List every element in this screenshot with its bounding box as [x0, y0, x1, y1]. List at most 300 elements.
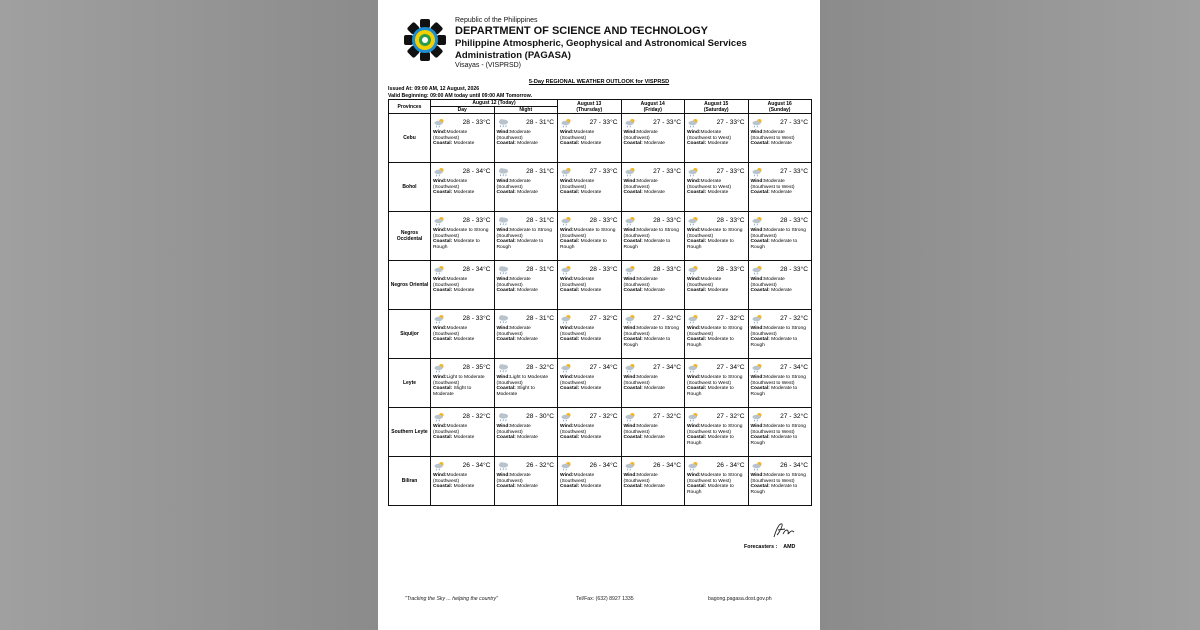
coastal-label: Coastal: [560, 239, 580, 245]
forecast-cell [748, 261, 812, 310]
coastal-info [558, 484, 621, 490]
coastal-info [558, 190, 621, 196]
wind-info [558, 473, 621, 484]
sun-cloud-rain-icon [561, 118, 572, 128]
wind-value: Light to Moderate (Southwest) [496, 375, 549, 386]
province-name: Cebu [389, 114, 431, 163]
coastal-label: Coastal: [496, 484, 516, 490]
wind-label: Wind: [496, 130, 511, 135]
coastal-info [749, 141, 812, 147]
coastal-info [431, 239, 494, 250]
wind-label: Wind: [623, 130, 638, 135]
sun-cloud-rain-icon [625, 265, 636, 275]
coastal-info [685, 337, 748, 348]
wind-label: Wind: [560, 375, 574, 380]
coastal-info [431, 190, 494, 196]
coastal-value: Moderate to Rough [623, 239, 671, 250]
wind-label: Wind: [560, 424, 574, 429]
forecast-table [388, 99, 812, 506]
forecast-cell [494, 457, 558, 506]
wind-label: Wind: [560, 473, 574, 478]
coastal-label: Coastal: [433, 484, 453, 490]
wind-value: Moderate (Southwest) [496, 130, 531, 141]
sun-cloud-rain-icon [752, 167, 763, 177]
coastal-info [622, 190, 685, 196]
wind-value: Moderate (Southwest) [496, 277, 531, 288]
forecast-cell [431, 212, 495, 261]
sun-cloud-rain-icon [625, 314, 636, 324]
temperature-range: 26 - 34°C [653, 462, 681, 469]
footer-telfax: Tel/Fax: (632) 8927 1335 [576, 596, 634, 602]
coastal-label: Coastal: [687, 337, 707, 343]
forecast-body [389, 114, 812, 506]
wind-label: Wind: [433, 228, 447, 233]
forecast-cell [431, 457, 495, 506]
coastal-label: Coastal: [687, 239, 707, 245]
wind-info [558, 179, 621, 190]
wind-label: Wind: [560, 326, 574, 331]
wind-value: Moderate (Southwest) [560, 277, 595, 288]
forecast-cell [621, 457, 685, 506]
coastal-info [431, 141, 494, 147]
forecast-cell [558, 359, 622, 408]
forecast-cell [685, 212, 749, 261]
coastal-value: Moderate to Rough [623, 337, 671, 348]
wind-label: Wind: [496, 473, 511, 478]
wind-value: Moderate (Southwest) [623, 424, 658, 435]
wind-info [749, 130, 812, 141]
wind-label: Wind: [623, 228, 638, 233]
coastal-label: Coastal: [560, 190, 580, 196]
coastal-info [685, 386, 748, 397]
wind-value: Moderate (Southwest) [433, 326, 468, 337]
temperature-range: 27 - 34°C [653, 364, 681, 371]
forecast-cell [558, 457, 622, 506]
table-row [389, 261, 812, 310]
temperature-range: 28 - 34°C [462, 266, 491, 273]
temperature-range: 28 - 32°C [462, 413, 491, 420]
coastal-label: Coastal: [623, 141, 643, 147]
wind-info [558, 424, 621, 435]
wind-label: Wind: [433, 375, 447, 380]
wind-value: Moderate (Southwest) [623, 375, 658, 386]
wind-info [685, 179, 748, 190]
coastal-info [622, 386, 685, 392]
coastal-label: Coastal: [750, 239, 770, 245]
wind-info [685, 277, 748, 288]
sun-cloud-rain-icon [625, 167, 636, 177]
footer-tagline: "Tracking the Sky ... helping the country" [405, 596, 498, 602]
forecast-cell [494, 310, 558, 359]
sun-cloud-rain-icon [688, 118, 699, 128]
coastal-info [685, 239, 748, 250]
coastal-label: Coastal: [750, 190, 770, 196]
coastal-info [495, 239, 558, 250]
forecast-cell [494, 261, 558, 310]
forecast-cell [431, 114, 495, 163]
wind-info [749, 473, 812, 484]
forecast-cell [431, 359, 495, 408]
forecast-cell [748, 163, 812, 212]
sun-cloud-rain-icon [752, 412, 763, 422]
wind-info [558, 130, 621, 141]
wind-label: Wind: [560, 277, 574, 282]
forecast-cell [748, 408, 812, 457]
issue-info [388, 86, 532, 99]
forecast-cell [558, 261, 622, 310]
coastal-label: Coastal: [496, 288, 516, 294]
sun-cloud-rain-icon [688, 167, 699, 177]
wind-label: Wind: [433, 277, 447, 282]
wind-value: Moderate to Strong (Southwest) [687, 228, 743, 239]
coastal-label: Coastal: [433, 190, 453, 196]
document-page [378, 0, 820, 630]
coastal-info [431, 386, 494, 397]
cloud-rain-icon [498, 412, 509, 422]
coastal-info [622, 337, 685, 348]
coastal-info [431, 337, 494, 343]
temperature-range: 27 - 32°C [653, 413, 681, 420]
coastal-info [495, 435, 558, 441]
sun-cloud-rain-icon [434, 461, 445, 471]
coastal-label: Coastal: [687, 484, 707, 490]
temperature-range: 27 - 32°C [653, 315, 681, 322]
wind-label: Wind: [623, 424, 638, 429]
temperature-range: 27 - 33°C [780, 119, 808, 126]
table-row [389, 212, 812, 261]
temperature-range: 28 - 31°C [526, 266, 554, 273]
coastal-value: Moderate [707, 141, 729, 147]
wind-label: Wind: [750, 473, 765, 478]
temperature-range: 28 - 33°C [716, 217, 745, 224]
sun-cloud-rain-icon [625, 118, 636, 128]
temperature-range: 26 - 34°C [780, 462, 808, 469]
coastal-value: Moderate [707, 190, 729, 196]
province-name: Leyte [389, 359, 431, 408]
coastal-value: Moderate to Rough [687, 386, 734, 397]
wind-value: Moderate (Southwest) [433, 473, 468, 484]
wind-info [622, 424, 685, 435]
coastal-info [431, 288, 494, 294]
coastal-info [685, 141, 748, 147]
temperature-range: 28 - 33°C [462, 315, 491, 322]
temperature-range: 28 - 33°C [780, 217, 808, 224]
region-label: Visayas - (VISPRSD) [455, 62, 521, 69]
cloud-rain-icon [498, 461, 509, 471]
temperature-range: 28 - 33°C [462, 217, 491, 224]
wind-value: Moderate (Southwest) [623, 473, 658, 484]
wind-value: Moderate (Southwest) [433, 130, 468, 141]
coastal-info [622, 484, 685, 490]
wind-info [431, 473, 494, 484]
wind-label: Wind: [623, 179, 638, 184]
coastal-value: Moderate [771, 141, 792, 147]
sun-cloud-rain-icon [561, 314, 572, 324]
coastal-value: Moderate [580, 435, 602, 441]
wind-info [749, 277, 812, 288]
coastal-value: Moderate [644, 435, 665, 441]
cloud-rain-icon [498, 118, 509, 128]
coastal-value: Moderate to Rough [750, 386, 798, 397]
temperature-range: 27 - 34°C [780, 364, 808, 371]
cloud-rain-icon [498, 167, 509, 177]
wind-value: Moderate to Strong (Southwest) [433, 228, 489, 239]
wind-label: Wind: [496, 375, 511, 380]
wind-label: Wind: [560, 228, 574, 233]
wind-label: Wind: [560, 179, 574, 184]
sun-cloud-rain-icon [688, 314, 699, 324]
wind-info [431, 277, 494, 288]
wind-label: Wind: [496, 228, 511, 233]
forecaster-signature [771, 521, 797, 541]
sun-cloud-rain-icon [625, 216, 636, 226]
coastal-value: Moderate to Rough [687, 484, 734, 495]
coastal-value: Moderate [644, 141, 665, 147]
sun-cloud-rain-icon [688, 216, 699, 226]
coastal-label: Coastal: [433, 141, 453, 147]
forecast-cell [558, 114, 622, 163]
wind-label: Wind: [433, 424, 447, 429]
coastal-info [558, 239, 621, 250]
temperature-range: 28 - 33°C [653, 217, 681, 224]
wind-label: Wind: [496, 179, 511, 184]
wind-label: Wind: [750, 179, 765, 184]
temperature-range: 28 - 33°C [780, 266, 808, 273]
wind-info [495, 179, 558, 190]
sun-cloud-rain-icon [434, 412, 445, 422]
coastal-info [685, 190, 748, 196]
sun-cloud-rain-icon [752, 265, 763, 275]
forecast-cell [685, 457, 749, 506]
coastal-label: Coastal: [750, 337, 770, 343]
wind-info [622, 179, 685, 190]
coastal-value: Moderate [580, 484, 602, 490]
coastal-label: Coastal: [496, 386, 516, 392]
temperature-range: 27 - 33°C [589, 119, 618, 126]
temperature-range: 28 - 31°C [526, 217, 554, 224]
wind-info [495, 473, 558, 484]
coastal-label: Coastal: [560, 435, 580, 441]
forecast-cell [431, 261, 495, 310]
coastal-info [749, 239, 812, 250]
coastal-info [558, 141, 621, 147]
forecast-cell [621, 212, 685, 261]
forecast-cell [431, 163, 495, 212]
wind-value: Moderate to Strong (Southwest) [560, 228, 616, 239]
wind-value: Moderate (Southwest) [623, 179, 658, 190]
wind-label: Wind: [687, 277, 701, 282]
forecast-cell [558, 163, 622, 212]
temperature-range: 28 - 33°C [589, 217, 618, 224]
coastal-label: Coastal: [623, 337, 643, 343]
forecasters-label: Forecasters : [744, 544, 778, 550]
day-header: August 15 (Saturday) [685, 100, 749, 114]
coastal-value: Moderate [453, 435, 475, 441]
temperature-range: 28 - 33°C [653, 266, 681, 273]
wind-label: Wind: [687, 473, 701, 478]
coastal-value: Moderate [580, 337, 602, 343]
temperature-range: 26 - 34°C [589, 462, 618, 469]
temperature-range: 28 - 33°C [589, 266, 618, 273]
coastal-info [749, 435, 812, 446]
wind-label: Wind: [750, 277, 765, 282]
coastal-value: Moderate [644, 484, 665, 490]
coastal-info [622, 288, 685, 294]
temperature-range: 27 - 33°C [653, 168, 681, 175]
wind-value: Moderate (Southwest) [687, 277, 722, 288]
sun-cloud-rain-icon [434, 363, 445, 373]
cloud-rain-icon [498, 314, 509, 324]
sun-cloud-rain-icon [434, 265, 445, 275]
temperature-range: 27 - 33°C [780, 168, 808, 175]
coastal-label: Coastal: [687, 435, 707, 441]
day-header: August 16 (Sunday) [748, 100, 812, 114]
wind-info [749, 179, 812, 190]
wind-info [558, 277, 621, 288]
pagasa-logo-icon [404, 19, 446, 61]
wind-info [749, 326, 812, 337]
sun-cloud-rain-icon [688, 412, 699, 422]
wind-value: Moderate (Southwest to West) [750, 179, 795, 190]
coastal-value: Moderate [707, 288, 729, 294]
coastal-info [558, 337, 621, 343]
wind-value: Moderate (Southwest) [560, 130, 595, 141]
wind-info [431, 326, 494, 337]
coastal-label: Coastal: [496, 435, 516, 441]
sun-cloud-rain-icon [561, 412, 572, 422]
wind-info [431, 424, 494, 435]
forecast-cell [685, 114, 749, 163]
wind-info [685, 375, 748, 386]
temperature-range: 27 - 33°C [716, 119, 745, 126]
coastal-label: Coastal: [560, 337, 580, 343]
forecast-cell [685, 359, 749, 408]
wind-value: Moderate (Southwest) [560, 424, 595, 435]
sun-cloud-rain-icon [688, 363, 699, 373]
forecast-cell [685, 310, 749, 359]
sun-cloud-rain-icon [561, 265, 572, 275]
coastal-label: Coastal: [496, 190, 516, 196]
wind-label: Wind: [496, 277, 511, 282]
temperature-range: 28 - 35°C [462, 364, 491, 371]
wind-label: Wind: [750, 130, 765, 135]
coastal-value: Moderate [517, 141, 538, 147]
forecast-cell [685, 163, 749, 212]
wind-info [749, 228, 812, 239]
coastal-label: Coastal: [433, 435, 453, 441]
coastal-label: Coastal: [687, 141, 707, 147]
forecast-cell [621, 261, 685, 310]
temperature-range: 27 - 34°C [589, 364, 618, 371]
temperature-range: 26 - 34°C [716, 462, 745, 469]
header-row-1 [389, 100, 812, 107]
wind-value: Moderate to Strong (Southwest to West) [750, 375, 806, 386]
coastal-label: Coastal: [750, 484, 770, 490]
table-row [389, 163, 812, 212]
sun-cloud-rain-icon [625, 412, 636, 422]
temperature-range: 27 - 32°C [589, 413, 618, 420]
coastal-label: Coastal: [496, 141, 516, 147]
sun-cloud-rain-icon [434, 167, 445, 177]
coastal-label: Coastal: [750, 288, 770, 294]
table-row [389, 408, 812, 457]
coastal-value: Moderate [453, 141, 475, 147]
wind-info [495, 375, 558, 386]
sun-cloud-rain-icon [752, 216, 763, 226]
wind-info [558, 228, 621, 239]
wind-value: Moderate (Southwest) [496, 473, 531, 484]
forecast-cell [494, 114, 558, 163]
wind-info [622, 277, 685, 288]
temperature-range: 28 - 31°C [526, 168, 554, 175]
wind-info [685, 473, 748, 484]
coastal-info [431, 435, 494, 441]
coastal-value: Moderate [517, 435, 538, 441]
province-name: Negros Occidental [389, 212, 431, 261]
wind-value: Moderate (Southwest) [750, 277, 785, 288]
forecast-cell [494, 408, 558, 457]
temperature-range: 27 - 32°C [716, 413, 745, 420]
temperature-range: 28 - 30°C [526, 413, 554, 420]
wind-info [495, 326, 558, 337]
coastal-info [495, 484, 558, 490]
forecast-cell [621, 114, 685, 163]
wind-label: Wind: [560, 130, 574, 135]
coastal-label: Coastal: [687, 190, 707, 196]
coastal-info [558, 435, 621, 441]
wind-label: Wind: [750, 228, 765, 233]
coastal-value: Moderate to Rough [750, 239, 798, 250]
forecast-cell [621, 310, 685, 359]
temperature-range: 28 - 32°C [526, 364, 554, 371]
wind-label: Wind: [687, 228, 701, 233]
coastal-value: Moderate [517, 288, 538, 294]
coastal-info [622, 141, 685, 147]
department-name: DEPARTMENT OF SCIENCE AND TECHNOLOGY [455, 25, 709, 37]
wind-info [685, 130, 748, 141]
coastal-label: Coastal: [623, 190, 643, 196]
forecasters-value: AMD [783, 544, 796, 550]
temperature-range: 26 - 32°C [526, 462, 554, 469]
coastal-info [685, 435, 748, 446]
wind-info [558, 326, 621, 337]
sun-cloud-rain-icon [752, 118, 763, 128]
temperature-range: 28 - 33°C [462, 119, 491, 126]
coastal-info [558, 288, 621, 294]
wind-value: Moderate (Southwest) [560, 326, 595, 337]
coastal-info [749, 386, 812, 397]
sun-cloud-rain-icon [752, 363, 763, 373]
wind-label: Wind: [433, 179, 447, 184]
sun-cloud-rain-icon [625, 461, 636, 471]
coastal-info [622, 239, 685, 250]
forecast-cell [748, 114, 812, 163]
sun-cloud-rain-icon [752, 314, 763, 324]
forecast-cell [748, 212, 812, 261]
wind-value: Moderate (Southwest to West) [687, 130, 731, 141]
coastal-label: Coastal: [623, 386, 643, 392]
wind-info [749, 375, 812, 386]
wind-label: Wind: [496, 326, 511, 331]
background-left [0, 0, 378, 630]
table-row [389, 114, 812, 163]
today-night-header: Night [494, 107, 558, 114]
coastal-info [495, 288, 558, 294]
coastal-label: Coastal: [433, 288, 453, 294]
coastal-value: Moderate [580, 386, 602, 392]
coastal-label: Coastal: [687, 386, 707, 392]
coastal-label: Coastal: [560, 386, 580, 392]
